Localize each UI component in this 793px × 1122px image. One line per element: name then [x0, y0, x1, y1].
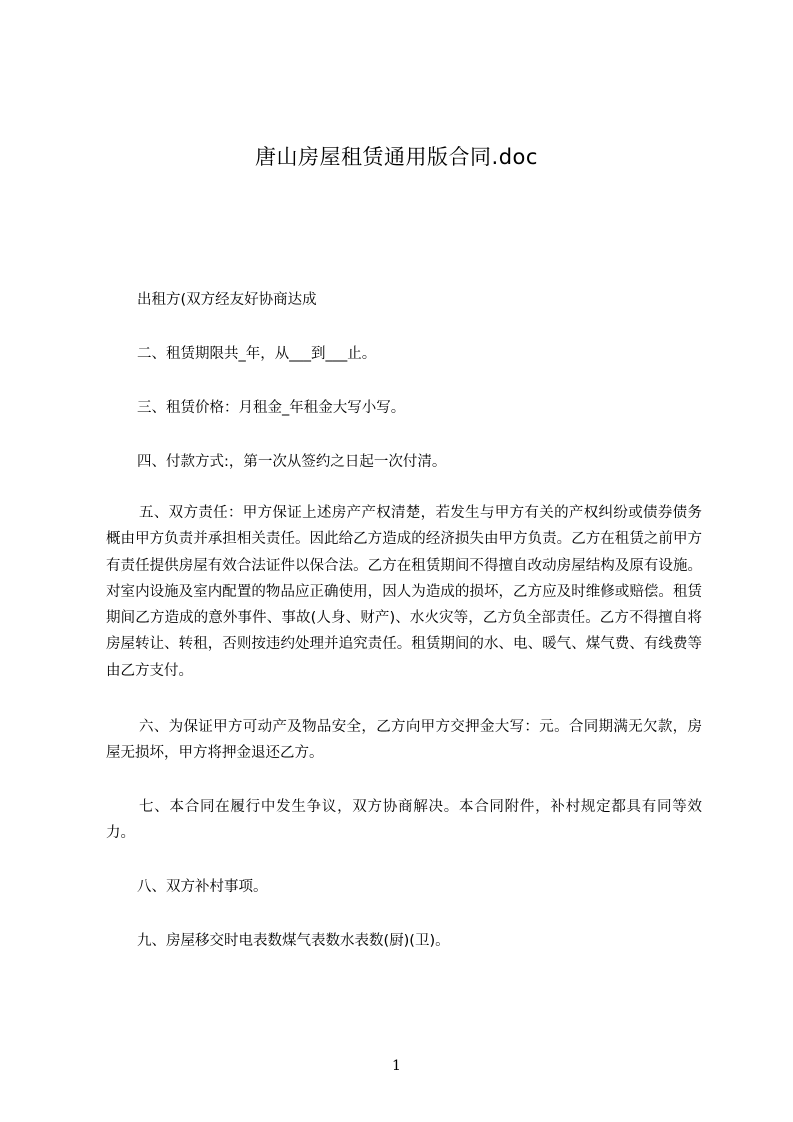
clause-7-dispute: 七、本合同在履行中发生争议，双方协商解决。本合同附件，补村规定都具有同等效力。 — [106, 799, 702, 842]
clause-9-handover: 九、房屋移交时电表数煤气表数水表数(厨)(卫)。 — [137, 933, 450, 949]
document-title: 唐山房屋租赁通用版合同.doc — [255, 145, 538, 169]
clause-8-supplement: 八、双方补村事项。 — [137, 879, 268, 895]
clause-3-price: 三、租赁价格：月租金_年租金大写小写。 — [137, 400, 406, 416]
clause-2-term: 二、租赁期限共_年，从___到___止。 — [137, 346, 377, 362]
clause-5-responsibility: 五、双方责任：甲方保证上述房产产权清楚，若发生与甲方有关的产权纠纷或债券债务概由甲方负责并承担相关责任。因此给乙方造成的经济损失由甲方负责。乙方在租赁之前甲方有责任提供房屋有效合法证件以保合法。乙方在租赁期间不得擅自改动房屋结构及原有设施。对室内设施及室内配置的物品应正确使用，因人为造成的损坏，乙方应及时维修或赔偿。租赁期间乙方造成的意外事件、事故(人身、财产)、水火灾等，乙方负全部责任。乙方不得擅自将房屋转让、转租，否则按违约处理并追究责任。租赁期间的水、电、暖气、煤气费、有线费等由乙方支付。 — [106, 505, 702, 679]
clause-6-deposit: 六、为保证甲方可动产及物品安全，乙方向甲方交押金大写：元。合同期满无欠款，房屋无损坏，甲方将押金退还乙方。 — [106, 719, 702, 762]
clause-intro: 出租方(双方经友好协商达成 — [137, 292, 317, 308]
page-number: 1 — [392, 1058, 401, 1074]
clause-4-payment: 四、付款方式:，第一次从签约之日起一次付清。 — [137, 454, 447, 470]
